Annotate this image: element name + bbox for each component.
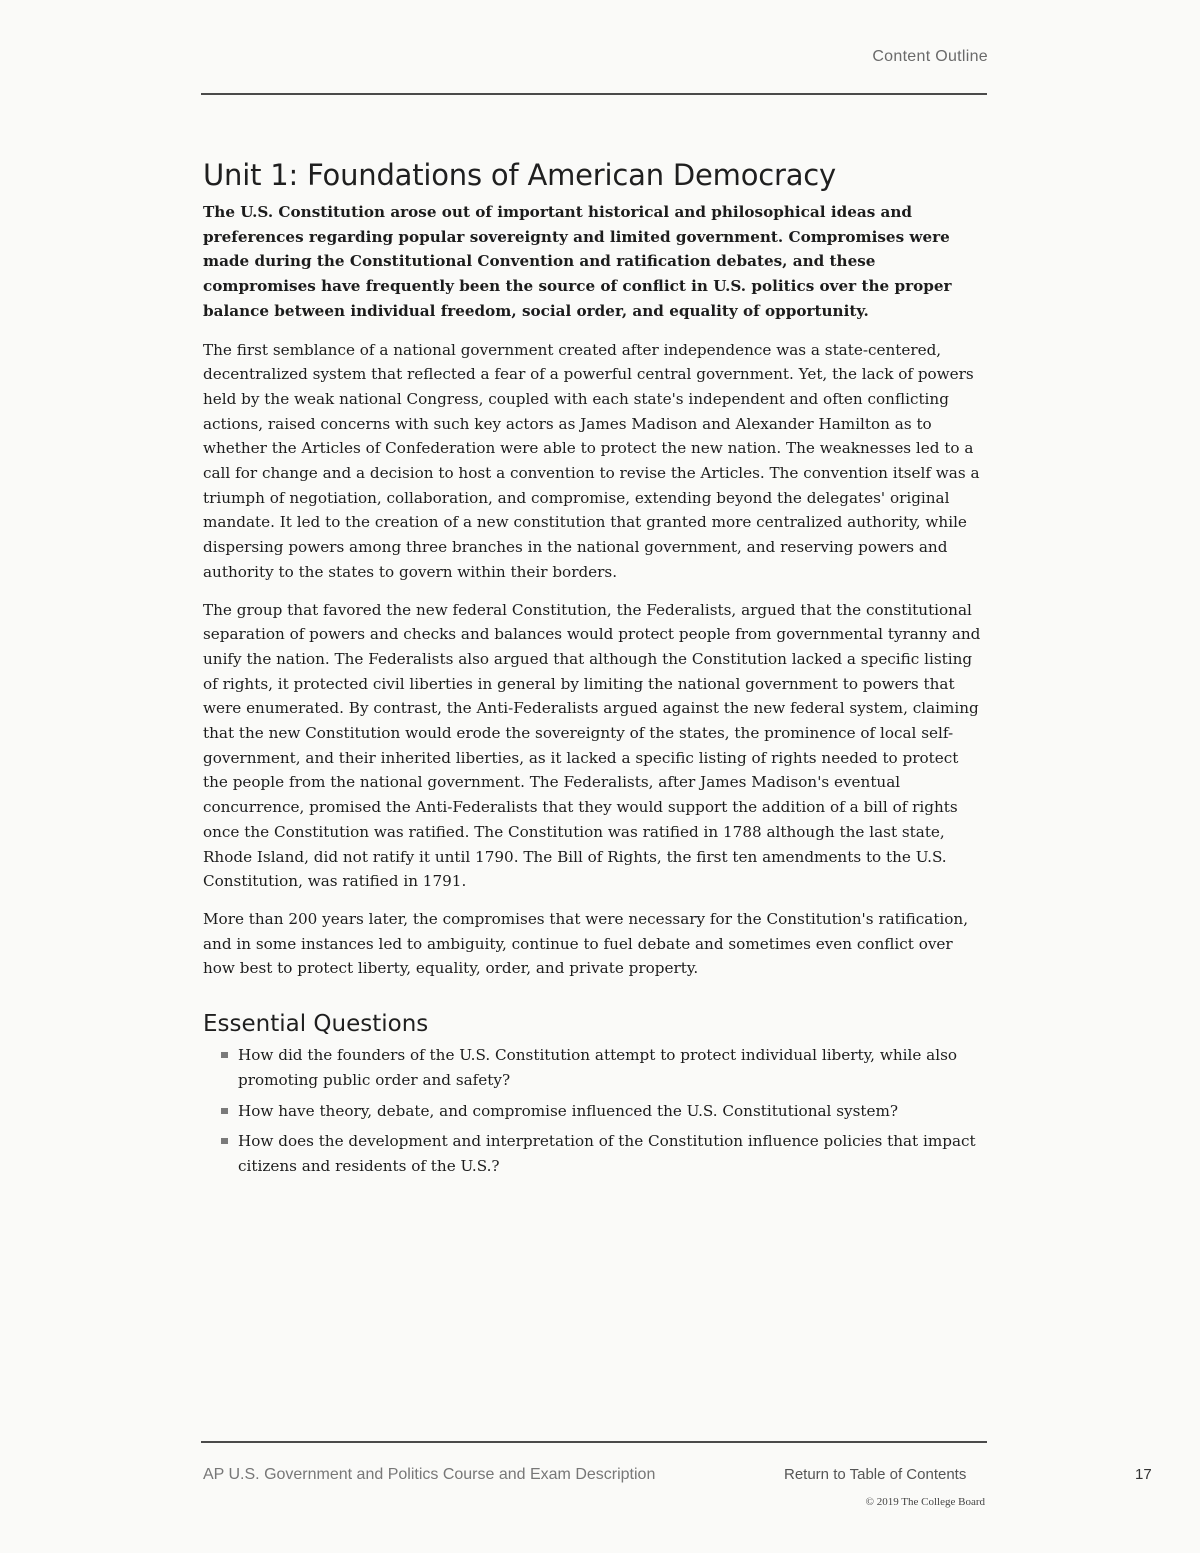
body-paragraph: The first semblance of a national government created after independence was a state-centered, decentralized system that reflected a fear of a powerful central government. Yet, the lack of powers held by the weak national Congress, coupled with each state's independent and often conflicting actions, raised concerns with such key actors as James Madison and Alexander Hamilton as to whether the Articles of Confederation were able to protect the new nation. The weaknesses led to a call for change and a decision to host a convention to revise the Articles. The convention itself was a triumph of negotiation, collaboration, and compromise, extending beyond the delegates' original mandate. It led to the creation of a new constitution that granted more centralized authority, while dispersing powers among three branches in the national government, and reserving powers and authority to the states to govern within their borders. [203, 340, 980, 581]
essential-question-item [221, 1129, 987, 1178]
footer-rule [201, 1441, 987, 1443]
square-bullet-icon [221, 1108, 228, 1114]
body-paragraph: The group that favored the new federal Constitution, the Federalists, argued that the constitutional separation of powers and checks and balances would protect people from governmental tyranny and unify the nation. The Federalists also argued that although the Constitution lacked a specific listing of rights, it protected civil liberties in general by limiting the national government to powers that were enumerated. By contrast, the Anti-Federalists argued against the new federal system, claiming that the new Constitution would erode the sovereignty of the states, the prominence of local self-government, and their inherited liberties, as it lacked a specific listing of rights needed to protect the people from the national government. The Federalists, after James Madison's eventual concurrence, promised the Anti-Federalists that they would support the addition of a bill of rights once the Constitution was ratified. The Constitution was ratified in 1788 although the last state, Rhode Island, did not ratify it until 1790. The Bill of Rights, the first ten amendments to the U.S. Constitution, was ratified in 1791. [203, 600, 981, 891]
essential-questions-list [203, 1043, 987, 1179]
page-number: 17 [1135, 1466, 1152, 1483]
unit-title: Unit 1: Foundations of American Democracy [203, 158, 837, 192]
essential-question-item [221, 1043, 987, 1092]
essential-question-text: How does the development and interpretation of the Constitution influence policies that impact citizens and residents of the U.S.? [238, 1132, 976, 1175]
main-content [203, 158, 987, 1185]
return-to-toc-link[interactable]: Return to Table of Contents [784, 1466, 967, 1483]
square-bullet-icon [221, 1052, 228, 1058]
header-rule [201, 93, 987, 95]
essential-question-text: How have theory, debate, and compromise influenced the U.S. Constitutional system? [238, 1101, 899, 1120]
essential-question-text: How did the founders of the U.S. Constitution attempt to protect individual liberty, while also promoting public order and safety? [238, 1046, 958, 1089]
footer-course-title: AP U.S. Government and Politics Course and Exam Description [203, 1466, 656, 1483]
copyright-notice: © 2019 The College Board [865, 1496, 985, 1508]
square-bullet-icon [221, 1138, 228, 1144]
unit-intro: The U.S. Constitution arose out of important historical and philosophical ideas and preferences regarding popular sovereignty and limited government. Compromises were made during the Constitutional Convention and ratification debates, and these compromises have frequently been the source of conflict in U.S. politics over the proper balance between individual freedom, social order, and equality of opportunity. [203, 203, 952, 320]
essential-questions-heading: Essential Questions [203, 1011, 429, 1038]
running-head: Content Outline [872, 48, 988, 65]
body-paragraph: More than 200 years later, the compromises that were necessary for the Constitution's ratification, and in some instances led to ambiguity, continue to fuel debate and sometimes even conflict over how best to protect liberty, equality, order, and private property. [203, 909, 969, 978]
essential-question-item [221, 1099, 987, 1124]
